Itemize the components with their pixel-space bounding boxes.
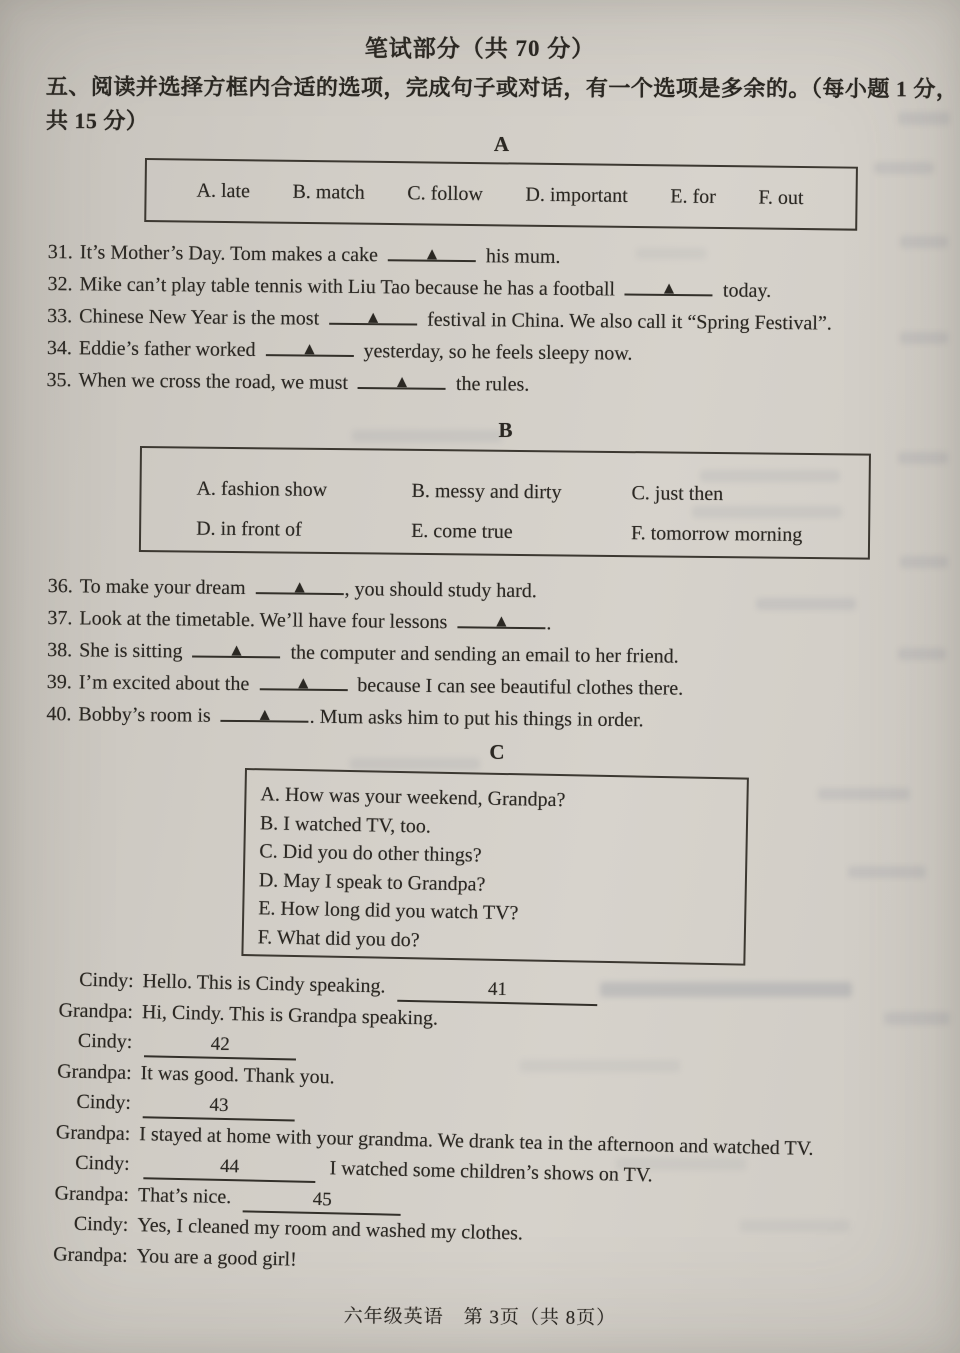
page-title: 笔试部分（共 70 分）: [364, 36, 596, 61]
questions-36-40: [46, 570, 684, 737]
speaker-name: Cindy:: [77, 1029, 133, 1053]
options-box-a: [144, 158, 858, 231]
option-item: A. How was your weekend, Grandpa?: [260, 783, 566, 812]
option-item: E. come true: [411, 519, 513, 543]
option-item: C. just then: [631, 482, 724, 506]
question-text: To make your dream: [79, 575, 246, 600]
answer-blank-44: 44: [143, 1153, 316, 1183]
question-text: When we cross the road, we must: [78, 369, 349, 394]
triangle-marker: ▲: [294, 579, 305, 595]
question-text: It’s Mother’s Day. Tom makes a cake: [79, 241, 379, 267]
dialogue-text: Yes, I cleaned my room and washed my clothes.: [137, 1214, 524, 1245]
option-item: D. in front of: [196, 517, 302, 541]
speaker-name: Cindy:: [78, 968, 134, 992]
answer-blank: [358, 367, 446, 390]
triangle-marker: ▲: [304, 341, 315, 357]
answer-blank: [457, 606, 545, 629]
section-a-label: A: [493, 132, 510, 156]
answer-blank: [625, 274, 713, 297]
dialogue-text: Hello. This is Cindy speaking.: [142, 970, 386, 998]
question-text: . Mum asks him to put his things in order.: [309, 705, 644, 732]
question-number: 37.: [47, 606, 73, 630]
question-number: 31.: [47, 240, 73, 264]
answer-blank: [329, 303, 417, 326]
options-box-b: [139, 446, 871, 560]
options-box-c: [241, 768, 749, 966]
triangle-marker: ▲: [426, 246, 438, 262]
triangle-marker: ▲: [663, 280, 675, 297]
speaker-name: Grandpa:: [54, 1181, 130, 1206]
option-item: E. for: [670, 184, 717, 208]
questions-31-35: [46, 236, 832, 404]
option-item: D. important: [525, 183, 628, 207]
answer-blank-42: 42: [144, 1031, 297, 1060]
option-item: B. messy and dirty: [411, 479, 562, 504]
option-item: E. How long did you watch TV?: [258, 897, 519, 925]
dialogue-text: That’s nice.: [137, 1183, 232, 1208]
dialogue-section: [37, 964, 955, 1289]
option-item: C. Did you do other things?: [259, 840, 482, 867]
triangle-marker: ▲: [259, 707, 270, 723]
dialogue-text: Hi, Cindy. This is Grandpa speaking.: [141, 1000, 439, 1030]
dialogue-text: I watched some children’s shows on TV.: [329, 1157, 653, 1187]
question-number: 38.: [47, 638, 73, 662]
answer-blank-45: 45: [243, 1186, 402, 1215]
question-number: 39.: [46, 670, 72, 694]
instruction-line-2: 共 15 分）: [45, 107, 149, 134]
answer-blank: [221, 700, 309, 723]
question-text: Mike can’t play table tennis with Liu Tao because he has a football: [79, 273, 616, 301]
option-item: A. late: [196, 179, 251, 202]
speaker-name: Grandpa:: [55, 1120, 131, 1145]
dialogue-text: I stayed at home with your grandma. We drank tea in the afternoon and watched TV.: [139, 1122, 814, 1160]
answer-blank: [265, 334, 353, 357]
option-item: A. fashion show: [196, 477, 328, 501]
question-number: 35.: [46, 368, 72, 392]
question-text: , you should study hard.: [344, 578, 537, 603]
question-text: today.: [722, 279, 772, 302]
speaker-name: Grandpa:: [58, 998, 134, 1023]
question-number: 33.: [47, 304, 73, 328]
question-text: I’m excited about the: [78, 671, 250, 696]
question-text: She is sitting: [79, 639, 183, 663]
triangle-marker: ▲: [298, 675, 309, 691]
option-item: F. What did you do?: [257, 926, 420, 952]
section-b-label: B: [498, 418, 513, 442]
question-text: yesterday, so he feels sleepy now.: [363, 340, 633, 365]
speaker-name: Cindy:: [73, 1212, 129, 1236]
option-item: B. match: [292, 180, 365, 204]
answer-blank: [256, 572, 344, 595]
question-text: Bobby’s room is: [78, 703, 211, 727]
option-item: C. follow: [407, 181, 484, 205]
triangle-marker: ▲: [368, 310, 379, 326]
speaker-name: Cindy:: [76, 1090, 132, 1114]
question-number: 34.: [46, 336, 73, 360]
question-text: the rules.: [455, 372, 530, 396]
option-item: D. May I speak to Grandpa?: [258, 869, 486, 896]
answer-blank-41: 41: [397, 976, 598, 1006]
answer-blank: [259, 668, 347, 691]
question-text: because I can see beautiful clothes there.: [357, 674, 684, 700]
speaker-name: Cindy:: [74, 1151, 130, 1175]
question-text: Look at the timetable. We’ll have four lessons: [79, 607, 448, 634]
section-instruction: [46, 70, 960, 140]
question-40: [46, 698, 683, 737]
option-item: F. tomorrow morning: [630, 522, 803, 546]
page-footer: 六年级英语 第 3页（共 8页）: [343, 1306, 617, 1329]
question-text: .: [546, 612, 552, 635]
question-number: 40.: [46, 702, 72, 726]
section-c-label: C: [489, 740, 505, 764]
option-item: F. out: [758, 185, 804, 209]
question-text: festival in China. We also call it “Spring Festival”.: [427, 308, 832, 335]
question-text: his mum.: [485, 245, 561, 268]
instruction-line-1: 五、阅读并选择方框内合适的选项，完成句子或对话，有一个选项是多余的。（每小题 1 分，: [45, 73, 959, 102]
question-35: [46, 364, 831, 404]
question-number: 32.: [47, 272, 73, 296]
question-text: the computer and sending an email to her friend.: [290, 641, 679, 668]
triangle-marker: ▲: [396, 374, 408, 390]
speaker-name: Grandpa:: [57, 1059, 132, 1084]
option-item: B. I watched TV, too.: [259, 811, 432, 838]
question-text: Eddie’s father worked: [78, 337, 256, 361]
triangle-marker: ▲: [496, 613, 507, 629]
dialogue-text: You are a good girl!: [136, 1244, 298, 1271]
answer-blank-43: 43: [143, 1092, 296, 1121]
dialogue-text: It was good. Thank you.: [140, 1061, 335, 1088]
triangle-marker: ▲: [231, 642, 242, 659]
speaker-name: Grandpa:: [53, 1242, 128, 1267]
question-text: Chinese New Year is the most: [79, 305, 320, 330]
answer-blank: [192, 636, 280, 659]
question-number: 36.: [47, 574, 73, 598]
answer-blank: [388, 239, 476, 262]
